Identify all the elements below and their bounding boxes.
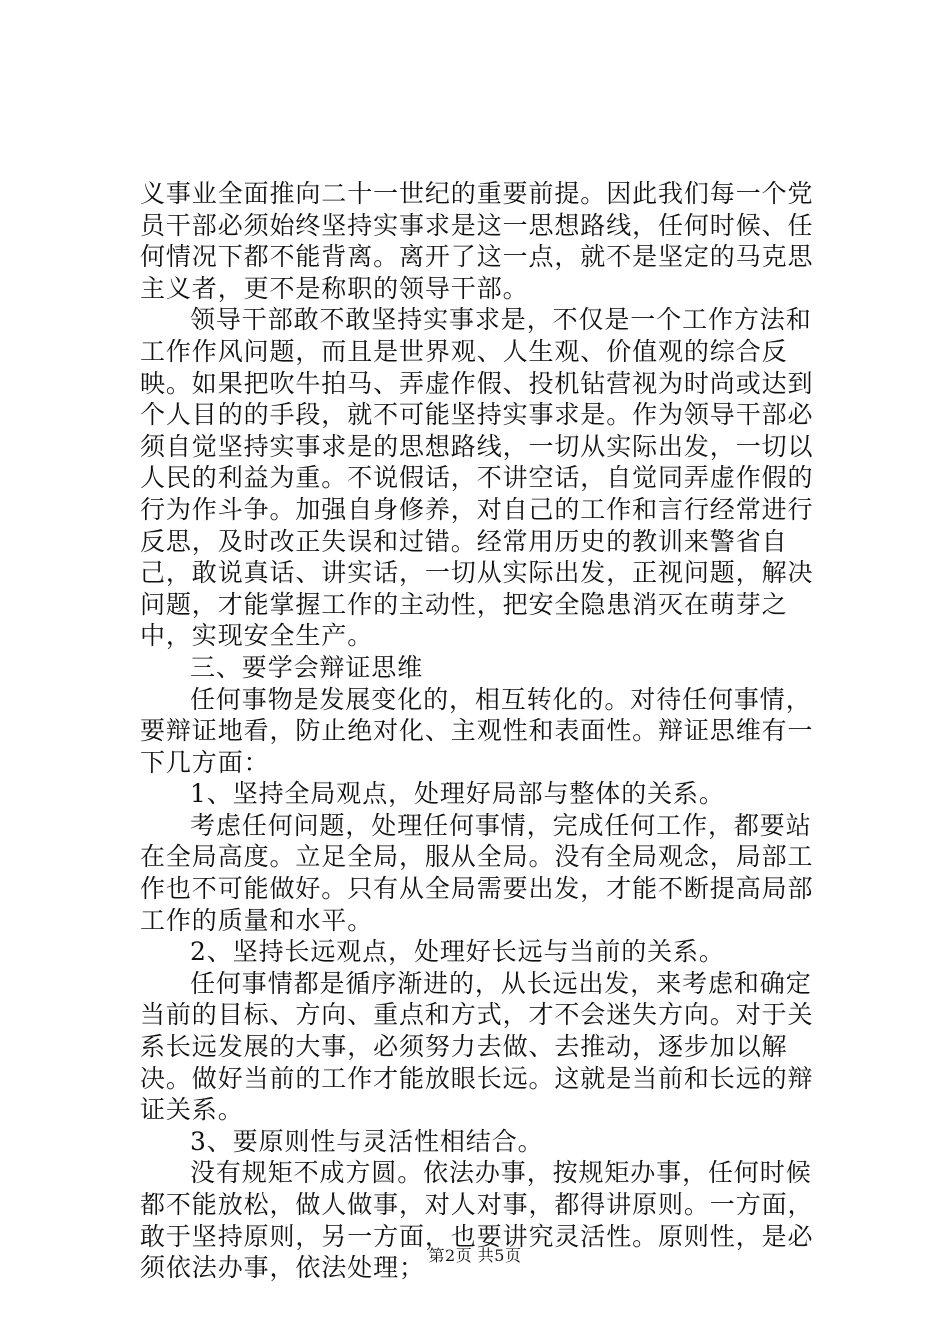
paragraph-6: 没有规矩不成方圆。依法办事，按规矩办事，任何时候都不能放松，做人做事，对人对事，都得讲原则。一方面，敢于坚持原则，另一方面，也要讲究灵活性。原则性，是必须依法办事，依法处理；: [140, 1158, 814, 1283]
paragraph-4: 考虑任何问题，处理任何事情，完成任何工作，都要站在全局高度。立足全局，服从全局。没有全局观念，局部工作也不可能做好。只有从全局需要出发，才能不断提高局部工作的质量和水平。: [140, 810, 814, 935]
page-footer: 第2页 共5页: [428, 1246, 522, 1265]
paragraph-1: 义事业全面推向二十一世纪的重要前提。因此我们每一个党员干部必须始终坚持实事求是这一思想路线，任何时候、任何情况下都不能背离。离开了这一点，就不是坚定的马克思主义者，更不是称职的领导干部。: [140, 179, 814, 303]
paragraph-3: 任何事物是发展变化的，相互转化的。对待任何事情，要辩证地看，防止绝对化、主观性和表面性。辩证思维有一下几方面：: [140, 684, 814, 777]
document-body: [140, 178, 830, 1284]
section-heading-3: 三、要学会辩证思维: [190, 652, 424, 682]
subheading-3: 3、要原则性与灵活性相结合。: [190, 1126, 544, 1156]
paragraph-2: 领导干部敢不敢坚持实事求是，不仅是一个工作方法和工作作风问题，而且是世界观、人生观、价值观的综合反映。如果把吹牛拍马、弄虚作假、投机钻营视为时尚或达到个人目的的手段，就不可能坚持实事求是。作为领导干部必须自觉坚持实事求是的思想路线，一切从实际出发，一切以人民的利益为重。不说假话，不讲空话，自觉同弄虚作假的行为作斗争。加强自身修养，对自己的工作和言行经常进行反思，及时改正失误和过错。经常用历史的教训来警省自己，敢说真话、讲实话，一切从实际出发，正视问题，解决问题，才能掌握工作的主动性，把安全隐患消灭在萌芽之中，实现安全生产。: [140, 305, 814, 651]
subheading-1: 1、坚持全局观点，处理好局部与整体的关系。: [190, 779, 725, 809]
subheading-2: 2、坚持长远观点，处理好长远与当前的关系。: [190, 937, 725, 967]
paragraph-5: 任何事情都是循序渐进的，从长远出发，来考虑和确定当前的目标、方向、重点和方式，才不会迷失方向。对于关系长远发展的大事，必须努力去做、去推动，逐步加以解决。做好当前的工作才能放眼长远。这就是当前和长远的辩证关系。: [140, 968, 814, 1125]
